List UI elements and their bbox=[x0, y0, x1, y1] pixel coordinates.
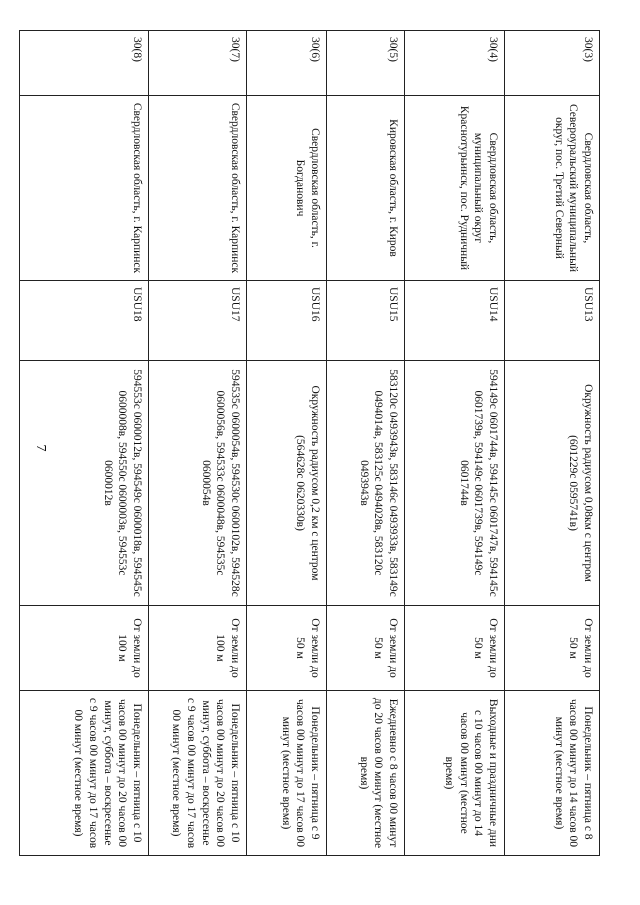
rotated-table-wrapper bbox=[20, 30, 600, 855]
area-cell: Окружность радиусом 0,08км с центром (601229с 0595741в) bbox=[505, 361, 600, 606]
time-cell: Ежедневно с 8 часов 00 минут до 20 часов 00 минут (местное время) bbox=[327, 691, 405, 856]
region-cell: Свердловская область, г. Карпинск bbox=[149, 96, 247, 281]
row-number: 30(7) bbox=[149, 31, 247, 96]
height-cell: От земли до 100 м bbox=[20, 606, 149, 691]
zone-code-cell: USU18 bbox=[20, 281, 149, 361]
row-number: 30(8) bbox=[20, 31, 149, 96]
table-row bbox=[327, 31, 405, 856]
region-cell: Свердловская область, г. Карпинск bbox=[20, 96, 149, 281]
area-cell: Окружность радиусом 0,2 км с центром (564628с 0620330в) bbox=[247, 361, 327, 606]
table-row bbox=[247, 31, 327, 856]
row-number: 30(5) bbox=[327, 31, 405, 96]
height-cell: От земли до 50 м bbox=[247, 606, 327, 691]
airspace-zones-table bbox=[19, 30, 600, 856]
table-row bbox=[505, 31, 600, 856]
zone-code-cell: USU17 bbox=[149, 281, 247, 361]
region-cell: Свердловская область, г. Богданович bbox=[247, 96, 327, 281]
time-cell: Понедельник – пятница с 8 часов 00 минут до 14 часов 00 минут (местное время) bbox=[505, 691, 600, 856]
table-row bbox=[405, 31, 505, 856]
zone-code-cell: USU15 bbox=[327, 281, 405, 361]
time-cell: Выходные и праздничные дни с 10 часов 00 минут до 14 часов 00 минут (местное время) bbox=[405, 691, 505, 856]
area-cell: 583120с 0493943в, 583146с 0493933в, 583149с 0494014в, 583125с 0494028в, 583120с 0493943в bbox=[327, 361, 405, 606]
table-row bbox=[149, 31, 247, 856]
row-number: 30(6) bbox=[247, 31, 327, 96]
zone-code-cell: USU16 bbox=[247, 281, 327, 361]
time-cell: Понедельник – пятница с 10 часов 00 минут до 20 часов 00 минут, суббота – воскресенье с 9 часов 00 минут до 17 часов 00 минут (местное время) bbox=[20, 691, 149, 856]
page-number: 7 bbox=[33, 444, 48, 452]
row-number: 30(3) bbox=[505, 31, 600, 96]
table-row bbox=[20, 31, 149, 856]
zone-code-cell: USU14 bbox=[405, 281, 505, 361]
region-cell: Кировская область, г. Киров bbox=[327, 96, 405, 281]
height-cell: От земли до 50 м bbox=[505, 606, 600, 691]
height-cell: От земли до 50 м bbox=[327, 606, 405, 691]
region-cell: Свердловская область, муниципальный округ Краснотурьинск, пос. Рудничный bbox=[405, 96, 505, 281]
height-cell: От земли до 50 м bbox=[405, 606, 505, 691]
height-cell: От земли до 100 м bbox=[149, 606, 247, 691]
time-cell: Понедельник – пятница с 9 часов 00 минут до 17 часов 00 минут (местное время) bbox=[247, 691, 327, 856]
region-cell: Свердловская область, Североуральский муниципальный округ, пос. Третий Северный bbox=[505, 96, 600, 281]
area-cell: 594535с 0600054в, 594530с 0600102в, 594528с 0600056в, 594533с 0600048в, 594535с 0600054в bbox=[149, 361, 247, 606]
area-cell: 594149с 0601744в, 594145с 0601747в, 594145с 0601739в, 594149с 0601739в, 594149с 0601744в bbox=[405, 361, 505, 606]
area-cell: 594553с 0600012в, 594549с 0600018в, 594545с 0600008в, 594550с 0600003в, 594553с 0600012в bbox=[20, 361, 149, 606]
row-number: 30(4) bbox=[405, 31, 505, 96]
time-cell: Понедельник – пятница с 10 часов 00 минут до 20 часов 00 минут, суббота – воскресенье с 9 часов 00 минут до 17 часов 00 минут (местное время) bbox=[149, 691, 247, 856]
zone-code-cell: USU13 bbox=[505, 281, 600, 361]
